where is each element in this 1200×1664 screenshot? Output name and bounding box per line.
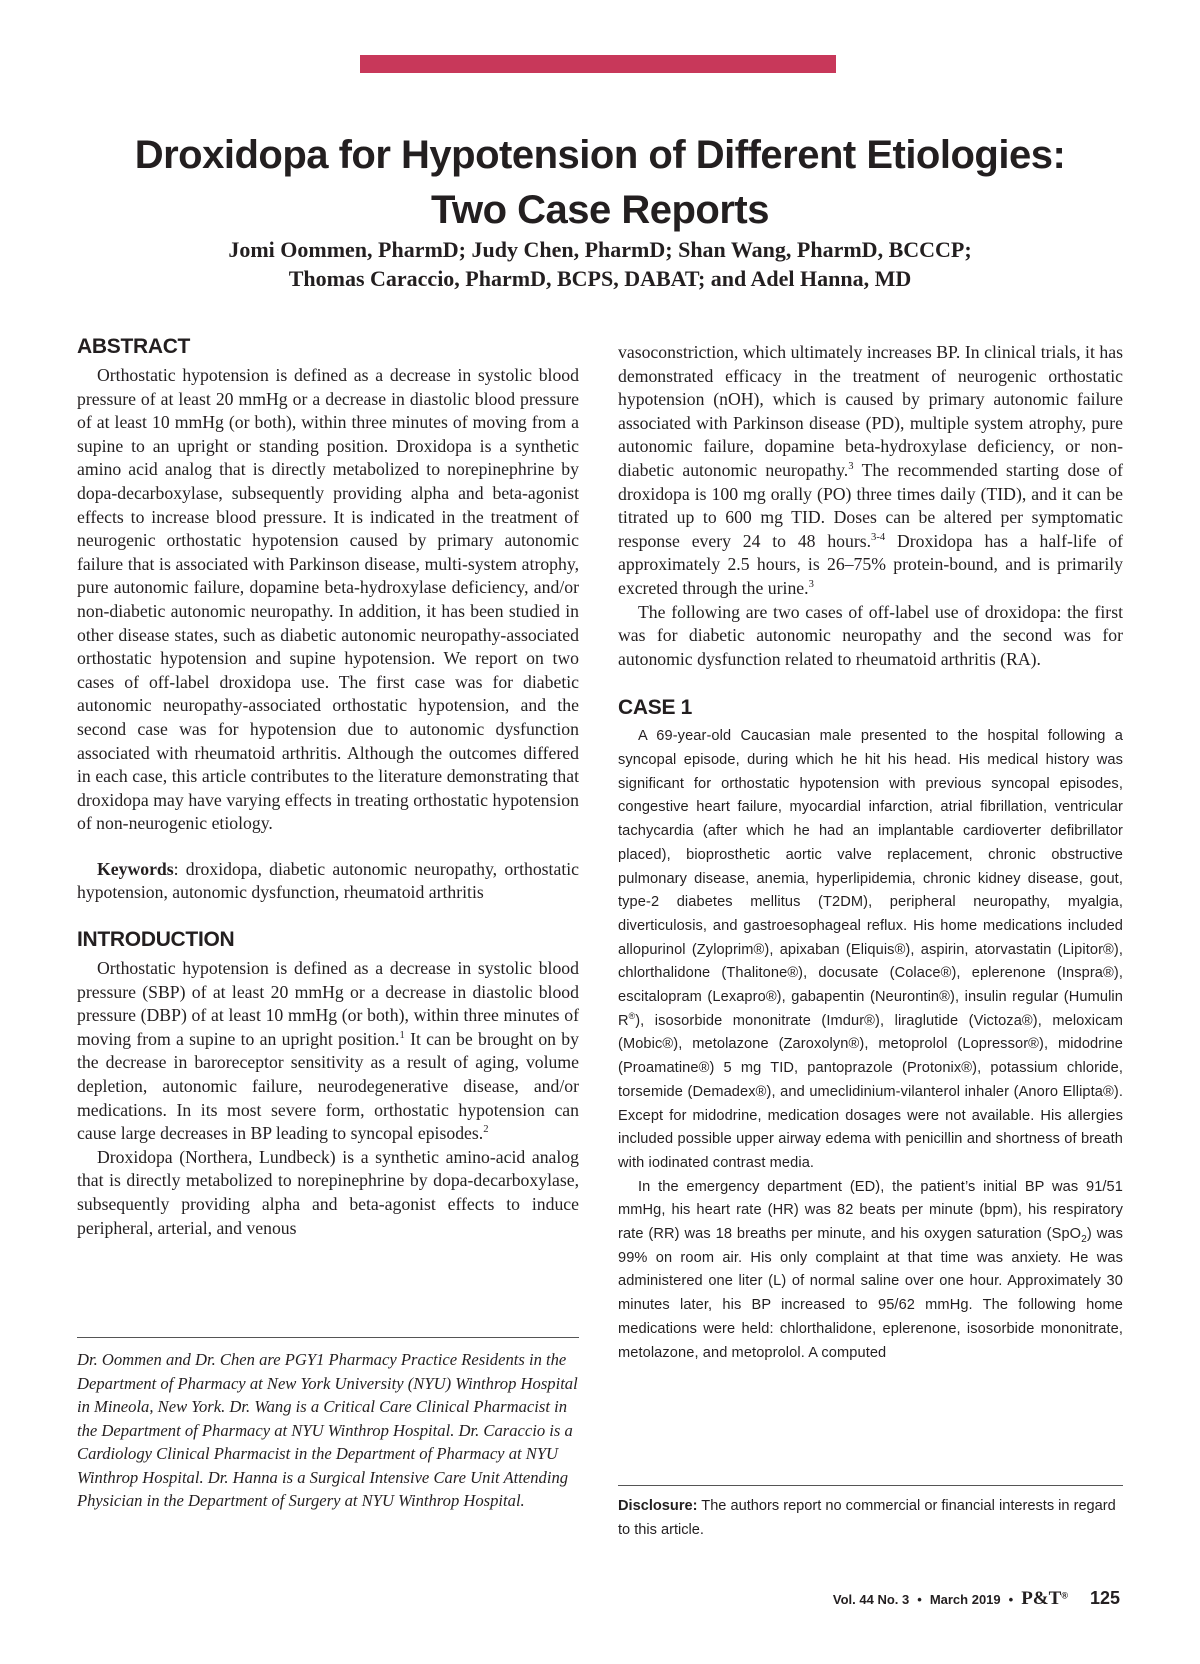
intro-paragraph-3 [618, 341, 1123, 601]
case1-paragraph-1 [618, 725, 1123, 1175]
authors-line-1: Jomi Oommen, PharmD; Judy Chen, PharmD; Shan Wang, PharmD, BCCCP; [228, 237, 972, 262]
right-column [618, 341, 1123, 1365]
issue-date: March 2019 [929, 1592, 1001, 1607]
left-column [77, 334, 579, 1240]
title-line-1: Droxidopa for Hypotension of Different Etiologies: [134, 133, 1066, 177]
abstract-text: Orthostatic hypotension is defined as a decrease in systolic blood pressure of at least 20 mmHg or a decrease in diastolic blood pressure of at least 10 mmHg (or both), within three minutes of moving from a supine to an upright or standing position. Droxidopa is a synthetic amino acid analog that is directly metabolized to norepinephrine by dopa-decarboxylase, subsequently providing alpha and beta-agonist effects to increase blood pressure. It is indicated in the treatment of neurogenic orthostatic hypotension caused by primary autonomic failure that is associated with Parkinson disease, multi-system atrophy, pure autonomic failure, dopamine beta-hydroxylase deficiency, and/or non-diabetic autonomic neuropathy. In addition, it has been studied in other disease states, such as diabetic autonomic neuropathy-associated orthostatic hypotension and supine hypotension. We report on two cases of off-label droxidopa use. The first case was for diabetic autonomic neuropathy-associated orthostatic hypotension, and the second case was for hypotension due to autonomic dysfunction associated with rheumatoid arthritis. Although the outcomes differed in each case, this article contributes to the literature demonstrating that droxidopa may have varying effects in treating orthostatic hypotension of non-neurogenic etiology. [77, 365, 579, 834]
intro-p1-text-a: Orthostatic hypotension is defined as a decrease in systolic blood pressure (SBP) of at least 20 mmHg or a decrease in diastolic blood pressure (DBP) of at least 10 mmHg (or both), within three minutes of moving from a supine to an upright position. [77, 958, 579, 1049]
citation-ref: 2 [483, 1124, 489, 1136]
disclosure-text: The authors report no commercial or financial interests in regard to this article. [618, 1498, 1116, 1538]
journal-name: P&T [1021, 1588, 1062, 1609]
case1-p1-text-a: A 69-year-old Caucasian male presented to the hospital following a syncopal episode, during which he hit his head. His medical history was significant for orthostatic hypotension with previous syncopal episodes, congestive heart failure, myocardial infarction, atrial fibrillation, ventricular tachycardia (after which he had an implantable cardioverter defibrillator placed), bioprosthetic aortic valve replacement, chronic obstructive pulmonary disease, anemia, hyperlipidemia, chronic kidney disease, gout, type-2 diabetes mellitus (T2DM), peripheral neuropathy, myalgia, diverticulosis, and gastroesophageal reflux. His home medications included allopurinol (Zyloprim®), apixaban (Eliquis®), aspirin, atorvastatin (Lipitor®), chlorthalidone (Thalitone®), docusate (Colace®), eplerenone (Inspra®), escitalopram (Lexapro®), gabapentin (Neurontin®), insulin regular (Humulin R [618, 728, 1123, 1029]
article-title [60, 128, 1140, 238]
intro-paragraph-4: The following are two cases of off-label use of droxidopa: the first was for diabetic autonomic neuropathy and the second was for autonomic dysfunction related to rheumatoid arthritis (RA). [618, 601, 1123, 669]
case1-p1-text-b: ), isosorbide mononitrate (Imdur®), liraglutide (Victoza®), meloxicam (Mobic®), metolazone (Zaroxolyn®), metoprolol (Lopressor®), midodrine (Proamatine®) 5 mg TID, pantoprazole (Protonix®), potassium chloride, torsemide (Demadex®), and umeclidinium-vilanterol inhaler (Anoro Ellipta®). Except for midodrine, medication dosages were not available. His allergies included possible upper airway edema with penicillin and shortness of breath with iodinated contrast media. [618, 1012, 1123, 1171]
keywords-label: Keywords [97, 858, 174, 879]
subscript: 2 [1081, 1233, 1087, 1245]
intro-p3-text-b: The recommended starting dose of droxidopa is 100 mg orally (PO) three times daily (TID), and it can be titrated up to 600 mg TID. Doses can be altered per symptomatic response every 24 to 48 hours. [618, 459, 1123, 551]
page-footer [833, 1588, 1120, 1610]
disclosure [618, 1495, 1123, 1542]
intro-p1-text-b: It can be brought on by the decrease in baroreceptor sensitivity as a result of aging, volume depletion, autonomic failure, neurodegenerative disease, and/or medications. In its most severe form, orthostatic hypotension can cause large decreases in BP leading to syncopal episodes. [77, 1028, 579, 1144]
registered-mark: ® [628, 1010, 636, 1021]
footer-bullet: • [1008, 1592, 1014, 1607]
intro-paragraph-1 [77, 957, 579, 1146]
journal-registered: ® [1061, 1590, 1068, 1601]
title-line-2: Two Case Reports [431, 188, 769, 232]
abstract-heading: ABSTRACT [77, 335, 191, 358]
case1-paragraph-2 [618, 1176, 1123, 1366]
journal-logo [1021, 1588, 1068, 1610]
intro-p3-text-a: vasoconstriction, which ultimately increases BP. In clinical trials, it has demonstrated efficacy in the treatment of neurogenic orthostatic hypotension (nOH), which is caused by primary autonomic failure associated with Parkinson disease (PD), multiple system atrophy, pure autonomic failure, dopamine beta-hydroxylase deficiency, or non-diabetic autonomic neuropathy. [618, 342, 1123, 480]
citation-ref: 3 [808, 579, 814, 591]
footer-bullet: • [917, 1592, 922, 1607]
disclosure-rule [618, 1485, 1123, 1486]
citation-ref: 3-4 [871, 531, 886, 543]
introduction-heading: INTRODUCTION [77, 928, 235, 952]
header-accent-bar [360, 55, 836, 73]
case1-heading: CASE 1 [618, 696, 693, 720]
keywords-text: : droxidopa, diabetic autonomic neuropathy, orthostatic hypotension, autonomic dysfunction, rheumatoid arthritis [77, 858, 579, 903]
citation-ref: 1 [399, 1029, 405, 1041]
author-affiliations: Dr. Oommen and Dr. Chen are PGY1 Pharmacy Practice Residents in the Department of Pharmacy at New York University (NYU) Winthrop Hospital in Mineola, New York. Dr. Wang is a Critical Care Clinical Pharmacist in the Department of Pharmacy at NYU Winthrop Hospital. Dr. Caraccio is a Cardiology Clinical Pharmacist in the Department of Pharmacy at NYU Winthrop Hospital. Dr. Hanna is a Surgical Intensive Care Unit Attending Physician in the Department of Surgery at NYU Winthrop Hospital. [77, 1350, 578, 1510]
authors-line-2: Thomas Caraccio, PharmD, BCPS, DABAT; and Adel Hanna, MD [288, 266, 912, 291]
affiliation-rule [77, 1337, 579, 1338]
author-list [60, 235, 1140, 293]
intro-paragraph-2: Droxidopa (Northera, Lundbeck) is a synthetic amino-acid analog that is directly metabolized to norepinephrine by dopa-decarboxylase, subsequently providing alpha and beta-agonist effects to induce peripheral, arterial, and venous [77, 1146, 579, 1238]
issue-number: Vol. 44 No. 3 [832, 1592, 910, 1607]
citation-ref: 3 [848, 461, 854, 473]
intro-p3-text-c: Droxidopa has a half-life of approximately 2.5 hours, is 26–75% protein-bound, and is primarily excreted through the urine. [618, 530, 1123, 598]
case1-p2-text-b: ) was 99% on room air. His only complaint at that time was anxiety. He was administered one liter (L) of normal saline over one hour. Approximately 30 minutes later, his BP increased to 95/62 mmHg. The following home medications were held: chlorthalidone, eplerenone, isosorbide mononitrate, metolazone, and metoprolol. A computed [618, 1226, 1123, 1361]
page-number: 125 [1089, 1588, 1120, 1608]
keywords [77, 858, 579, 905]
disclosure-label: Disclosure: [618, 1498, 698, 1514]
case1-p2-text-a: In the emergency department (ED), the patient’s initial BP was 91/51 mmHg, his heart rate (HR) was 82 beats per minute (bpm), his respiratory rate (RR) was 18 breaths per minute, and his oxygen saturation (SpO [618, 1178, 1123, 1243]
